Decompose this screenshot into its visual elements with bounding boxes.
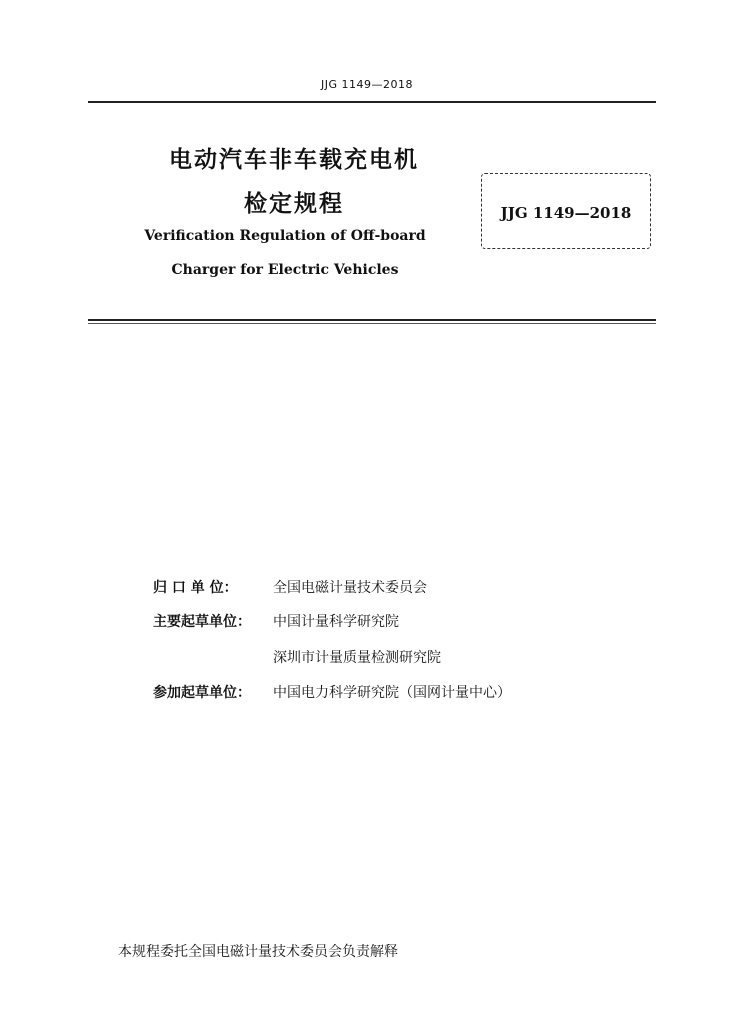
responsible-unit-value: 全国电磁计量技术委员会 xyxy=(273,580,427,596)
header-standard-code: JJG 1149—2018 xyxy=(321,78,413,91)
chinese-title-line2: 检定规程 xyxy=(244,191,344,217)
english-title-line1: Verification Regulation of Off-board xyxy=(144,228,426,244)
header-rule xyxy=(88,101,656,103)
standard-code: JJG 1149—2018 xyxy=(500,204,632,222)
participating-unit-value: 中国电力科学研究院（国网计量中心） xyxy=(273,685,511,701)
english-title-line2: Charger for Electric Vehicles xyxy=(171,262,399,278)
title-divider-thin xyxy=(88,323,656,324)
main-drafting-unit-value: 深圳市计量质量检测研究院 xyxy=(273,650,441,666)
interpretation-note: 本规程委托全国电磁计量技术委员会负责解释 xyxy=(118,944,398,960)
main-drafting-unit-value: 中国计量科学研究院 xyxy=(273,614,399,630)
title-divider-thick xyxy=(88,319,656,321)
participating-unit-label: 参加起草单位： xyxy=(153,685,251,701)
chinese-title-line1: 电动汽车非车载充电机 xyxy=(169,147,419,173)
main-drafting-unit-label: 主要起草单位： xyxy=(153,614,251,630)
responsible-unit-label: 归 口 单 位： xyxy=(153,580,238,596)
standard-code-box xyxy=(481,173,651,249)
